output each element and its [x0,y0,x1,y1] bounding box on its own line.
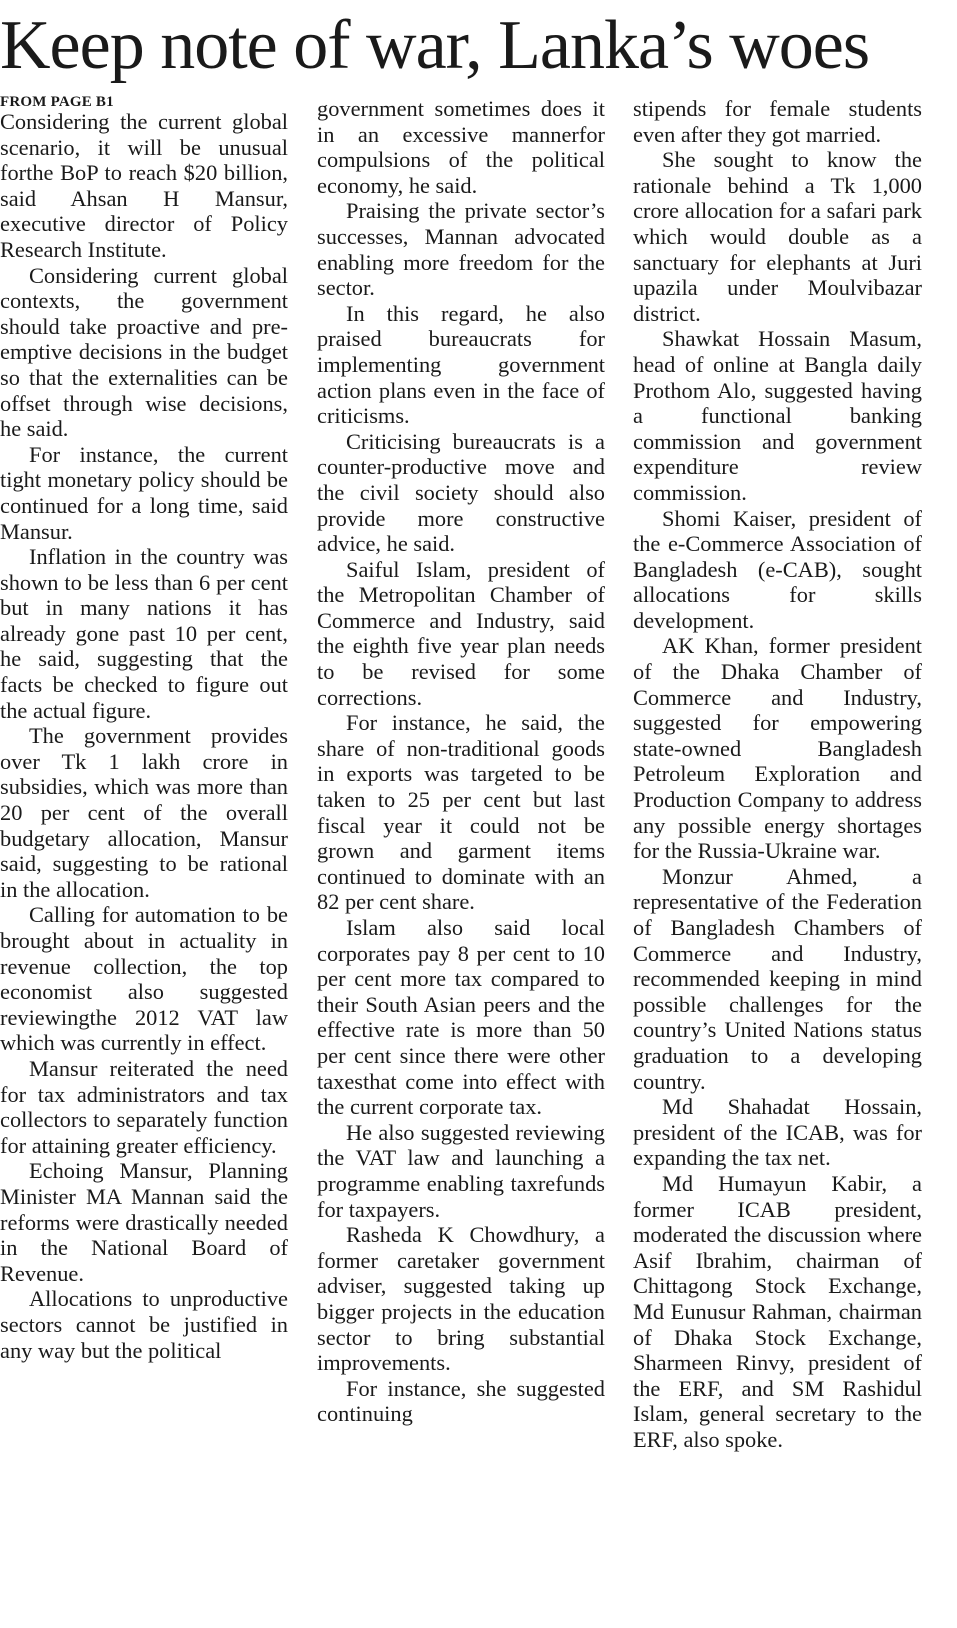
paragraph: He also suggested reviewing the VAT law and launching a programme enabling taxrefunds for taxpayers. [317,1119,605,1222]
article-column-2 [317,96,605,1628]
paragraph: For instance, the current tight monetary policy should be continued for a long time, said Mansur. [0,441,288,544]
jump-label: FROM PAGE B1 [0,96,114,110]
paragraph: Rasheda K Chowdhury, a former caretaker government adviser, suggested taking up bigger projects in the education sector to bring substantial improvements. [317,1222,605,1376]
paragraph: Echoing Mansur, Planning Minister MA Mannan said the reforms were drastically needed in the National Board of Revenue. [0,1158,288,1286]
paragraph: Md Humayun Kabir, a former ICAB president, moderated the discussion where Asif Ibrahim, chairman of Chittagong Stock Exchange, Md Eunusur Rahman, chairman of Dhaka Stock Exchange, Sharmeen Rinvy, president of the ERF, and SM Rashidul Islam, general secretary to the ERF, also spoke. [633,1170,922,1452]
paragraph: For instance, she suggested continuing [317,1375,605,1427]
paragraph: Islam also said local corporates pay 8 per cent to 10 per cent more tax compared to their South Asian peers and the effective rate is more than 50 per cent since there were other taxesthat come into effect with the current corporate tax. [317,915,605,1120]
paragraph: Shawkat Hossain Masum, head of online at Bangla daily Prothom Alo, suggested having a functional banking commission and government expenditure review commission. [633,326,922,505]
paragraph: Mansur reiterated the need for tax administrators and tax collectors to separately function for attaining greater efficiency. [0,1055,288,1158]
paragraph: stipends for female students even after they got married. [633,96,922,147]
article-column-1 [0,96,288,1628]
paragraph: Md Shahadat Hossain, president of the ICAB, was for expanding the tax net. [633,1094,922,1171]
paragraph: Calling for automation to be brought about in actuality in revenue collection, the top economist also suggested reviewingthe 2012 VAT law which was currently in effect. [0,902,288,1056]
headline: Keep note of war, Lanka’s woes [0,7,870,84]
paragraph: Monzur Ahmed, a representative of the Federation of Bangladesh Chambers of Commerce and Industry, recommended keeping in mind possible challenges for the country’s United Nations status graduation to a developing country. [633,863,922,1094]
paragraph: Considering current global contexts, the government should take proactive and pre-emptive decisions in the budget so that the externalities can be offset through wise decisions, he said. [0,262,288,442]
paragraph: In this regard, he also praised bureaucrats for implementing government action plans even in the face of criticisms. [317,300,605,429]
paragraph: For instance, he said, the share of non-traditional goods in exports was targeted to be taken to 25 per cent but last fiscal year it could not be grown and garment items continued to dominate with an 82 per cent share. [317,710,605,915]
paragraph: The government provides over Tk 1 lakh crore in subsidies, which was more than 20 per cent of the overall budgetary allocation, Mansur said, suggesting to be rational in the allocation. [0,723,288,902]
paragraph: Considering the current global scenario, it will be unusual forthe BoP to reach $20 billion, said Ahsan H Mansur, executive director of Policy Research Institute. [0,109,288,262]
paragraph: Praising the private sector’s successes, Mannan advocated enabling more freedom for the sector. [317,198,605,301]
paragraph: She sought to know the rationale behind a Tk 1,000 crore allocation for a safari park which would double as a sanctuary for elephants at Juri upazila under Moulvibazar district. [633,147,922,326]
paragraph: Inflation in the country was shown to be less than 6 per cent but in many nations it has already gone past 10 per cent, he said, suggesting that the facts be checked to figure out the actual figure. [0,544,288,723]
article-column-3 [633,96,922,1628]
paragraph: government sometimes does it in an excessive mannerfor compulsions of the political economy, he said. [317,96,605,198]
paragraph: Shomi Kaiser, president of the e-Commerce Association of Bangladesh (e-CAB), sought allocations for skills development. [633,505,922,633]
paragraph: Criticising bureaucrats is a counter-productive move and the civil society should also provide more constructive advice, he said. [317,428,605,557]
paragraph: Allocations to unproductive sectors cannot be justified in any way but the political [0,1286,288,1363]
paragraph: AK Khan, former president of the Dhaka Chamber of Commerce and Industry, suggested for empowering state-owned Bangladesh Petroleum Exploration and Production Company to address any possible energy shortages for the Russia-Ukraine war. [633,633,922,864]
paragraph: Saiful Islam, president of the Metropolitan Chamber of Commerce and Industry, said the eighth five year plan needs to be revised for some corrections. [317,556,605,710]
